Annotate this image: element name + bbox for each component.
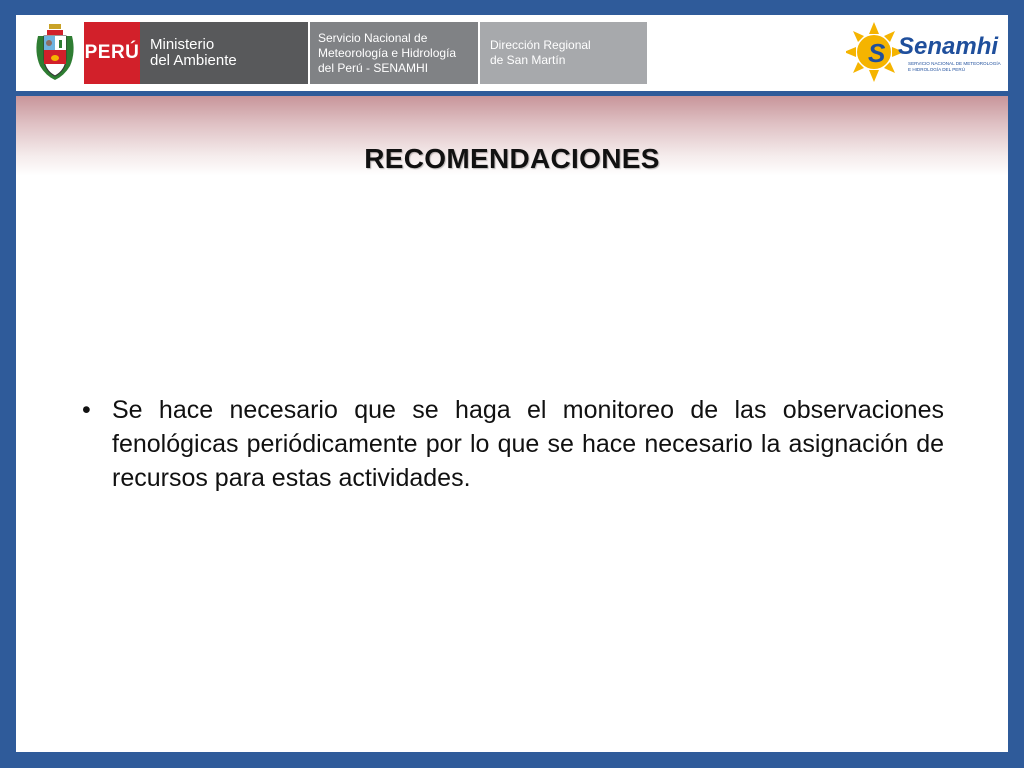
bullet-list — [78, 393, 944, 495]
ministry-block — [140, 22, 308, 84]
slide — [16, 15, 1008, 752]
logo-wordmark: Senamhi — [898, 33, 999, 60]
service-line1: Servicio Nacional de — [318, 30, 428, 45]
direction-block — [480, 22, 647, 84]
direction-line1: Dirección Regional — [490, 38, 591, 52]
service-block — [310, 22, 478, 84]
service-line2: Meteorología e Hidrología — [318, 45, 457, 60]
list-item — [78, 393, 944, 495]
senamhi-logo-icon — [846, 18, 1002, 86]
header-bar — [16, 15, 1008, 91]
slide-title: RECOMENDACIONES — [364, 143, 660, 174]
peru-coat-of-arms-icon — [32, 22, 78, 84]
ministry-line2: del Ambiente — [150, 52, 237, 69]
peru-label: PERÚ — [84, 22, 140, 84]
service-line3: del Perú - SENAMHI — [318, 60, 429, 75]
bullet-text: Se hace necesario que se haga el monitoreo de las observaciones fenológicas periódicamente por lo que se hace necesario la asignación de recursos para estas actividades. — [112, 396, 944, 492]
logo-subtitle-line2: E HIDROLOGÍA DEL PERÚ — [908, 67, 966, 72]
logo-subtitle-line1: SERVICIO NACIONAL DE METEOROLOGÍA — [908, 61, 1001, 66]
bullet-marker: • — [82, 396, 91, 424]
direction-line2: de San Martín — [490, 53, 566, 67]
ministry-line1: Ministerio — [150, 36, 215, 53]
svg-text:S: S — [868, 38, 886, 68]
